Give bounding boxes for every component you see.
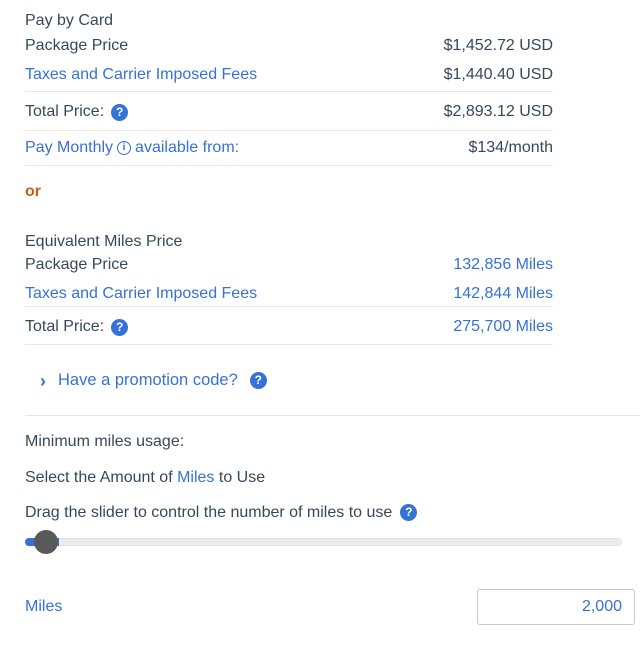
select-miles-suffix: to Use [214,469,266,486]
taxes-fees-value: $1,440.40 USD [443,66,553,83]
taxes-fees-row [25,65,553,84]
total-price-row [25,102,553,122]
section-divider [25,415,640,416]
select-miles-text [25,468,640,487]
slider-instruction-text: Drag the slider to control the number of miles to use [25,504,393,521]
package-price-value: $1,452.72 USD [443,37,553,54]
divider [25,91,553,92]
minimum-miles-heading: Minimum miles usage: [25,433,185,450]
miles-price-section [25,232,553,345]
pay-by-card-section [25,11,553,166]
miles-slider[interactable] [25,530,622,554]
miles-package-price-value: 132,856 Miles [453,256,553,273]
package-price-row [25,36,553,55]
miles-taxes-fees-row [25,284,553,303]
miles-total-price-label: Total Price: [25,318,105,335]
divider [25,306,553,307]
help-icon[interactable]: ? [250,372,267,389]
total-price-label: Total Price: [25,103,105,120]
pricing-panel [0,11,640,645]
miles-taxes-fees-link[interactable]: Taxes and Carrier Imposed Fees [25,285,258,302]
promo-code-row [40,371,640,390]
pay-monthly-link[interactable] [25,138,239,157]
miles-input[interactable] [477,589,635,625]
total-price-value: $2,893.12 USD [443,103,553,120]
taxes-fees-link[interactable]: Taxes and Carrier Imposed Fees [25,66,258,83]
miles-total-price-row [25,317,553,337]
miles-taxes-fees-value: 142,844 Miles [453,285,553,302]
help-icon[interactable]: ? [111,319,128,336]
miles-usage-section [25,432,640,554]
or-separator: or [25,183,41,200]
miles-package-price-label: Package Price [25,256,129,273]
slider-handle[interactable] [34,530,58,554]
package-price-label: Package Price [25,37,129,54]
miles-input-label: Miles [25,598,63,615]
miles-link[interactable]: Miles [177,469,215,486]
info-icon[interactable]: i [117,141,131,155]
slider-track[interactable] [25,538,622,546]
miles-package-price-row [25,255,553,274]
pay-monthly-label: Pay Monthly [25,139,114,156]
divider [25,165,553,166]
pay-monthly-row [25,138,553,157]
miles-input-row [25,589,635,625]
promo-code-link[interactable]: Have a promotion code? [58,371,238,389]
help-icon[interactable]: ? [400,504,417,521]
slider-instruction [25,503,640,522]
chevron-right-icon[interactable]: › [40,370,46,391]
miles-total-price-value: 275,700 Miles [453,318,553,335]
miles-price-title: Equivalent Miles Price [25,233,183,250]
pay-by-card-title: Pay by Card [25,12,114,29]
help-icon[interactable]: ? [111,104,128,121]
pay-monthly-suffix: available from: [135,139,240,156]
divider [25,130,553,131]
select-miles-prefix: Select the Amount of [25,469,178,486]
divider [25,344,553,345]
pay-monthly-value: $134/month [468,139,553,156]
